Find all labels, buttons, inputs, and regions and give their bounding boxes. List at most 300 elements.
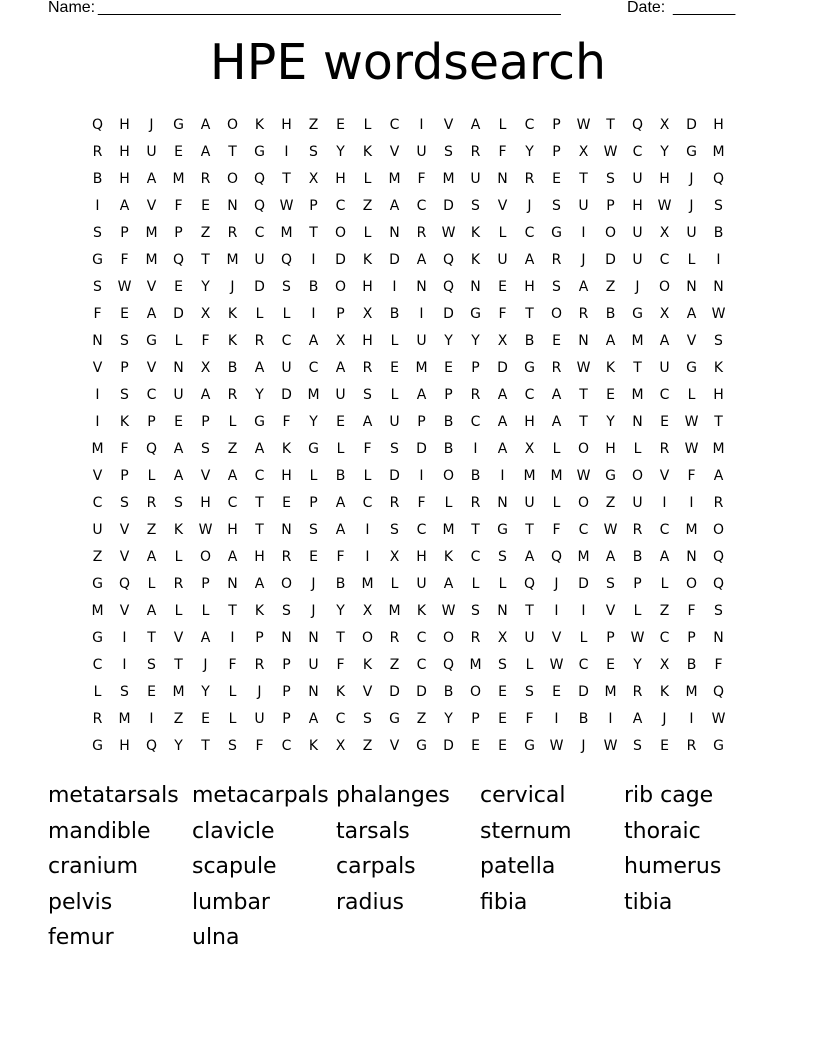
grid-letter: Z [92,549,103,565]
grid-letter: V [92,360,103,376]
grid-letter: D [497,360,508,376]
grid-letter: D [281,387,292,403]
word-list-item: humerus [624,854,722,879]
grid-letter: U [632,225,643,241]
grid-letter: S [606,171,615,187]
grid-letter: F [255,738,264,754]
grid-letter: L [93,684,102,700]
grid-letter: K [227,306,238,322]
grid-letter: A [254,441,265,457]
grid-letter: S [525,684,534,700]
grid-letter: I [95,387,100,403]
grid-letter: Y [336,603,345,619]
grid-letter: O [280,576,293,592]
grid-letter: S [309,144,318,160]
grid-letter: Q [280,252,293,268]
grid-letter: Q [442,657,455,673]
grid-letter: T [255,522,264,538]
grid-letter: C [362,495,373,511]
grid-letter: S [471,198,480,214]
grid-letter: K [254,603,265,619]
grid-letter: X [659,225,670,241]
grid-letter: Q [550,549,563,565]
word-list-item: scapule [192,854,277,879]
grid-row [84,382,732,409]
grid-letter: K [308,738,319,754]
grid-letter: L [309,468,318,484]
grid-letter: W [684,441,699,457]
grid-letter: T [174,657,183,673]
grid-letter: I [284,144,289,160]
grid-letter: E [498,711,507,727]
grid-letter: B [713,225,724,241]
grid-letter: V [389,738,400,754]
grid-letter: G [551,225,562,241]
grid-letter: H [659,171,670,187]
grid-letter: A [686,306,697,322]
grid-letter: U [281,360,292,376]
grid-letter: V [551,630,562,646]
grid-letter: F [417,171,426,187]
grid-letter: U [254,711,265,727]
grid-letter: E [174,279,183,295]
grid-letter: L [633,603,642,619]
grid-letter: I [95,414,100,430]
grid-letter: J [149,117,154,133]
grid-letter: V [146,279,157,295]
grid-letter: G [146,333,157,349]
grid-letter: L [228,711,237,727]
grid-letter: Z [659,603,670,619]
grid-letter: A [146,171,157,187]
grid-letter: S [633,738,642,754]
grid-letter: G [308,441,319,457]
grid-letter: W [441,225,456,241]
grid-letter: E [174,414,183,430]
word-list-item: radius [336,889,405,915]
grid-letter: U [497,252,508,268]
word-list-item: tibia [624,889,673,915]
grid-letter: C [578,657,589,673]
grid-letter: L [390,333,399,349]
grid-letter: N [281,522,292,538]
grid-letter: G [470,306,481,322]
grid-letter: O [658,279,671,295]
grid-letter: H [524,279,535,295]
grid-letter: G [92,576,103,592]
grid-letter: D [443,738,454,754]
grid-letter: S [201,441,210,457]
grid-letter: P [633,576,642,592]
grid-letter: R [281,549,292,565]
worksheet-header [48,0,748,19]
grid-letter: X [659,117,670,133]
grid-letter: U [416,333,427,349]
grid-letter: T [201,252,210,268]
grid-letter: E [552,171,561,187]
grid-letter: W [441,603,456,619]
grid-letter: K [443,549,454,565]
grid-letter: J [311,576,316,592]
grid-letter: S [309,522,318,538]
grid-letter: G [92,630,103,646]
grid-letter: I [365,522,370,538]
grid-letter: O [469,684,482,700]
grid-letter: T [633,360,642,376]
grid-letter: I [230,630,235,646]
grid-letter: S [444,144,453,160]
grid-row [84,571,732,598]
grid-letter: L [498,225,507,241]
grid-letter: V [443,117,454,133]
grid-letter: H [335,171,346,187]
grid-letter: R [632,684,643,700]
grid-letter: R [470,144,481,160]
grid-letter: K [470,252,481,268]
grid-letter: A [389,198,400,214]
grid-letter: C [416,198,427,214]
word-list-item: phalanges [336,783,450,808]
grid-letter: B [308,279,319,295]
grid-letter: H [524,414,535,430]
grid-letter: C [632,144,643,160]
grid-letter: P [120,468,129,484]
grid-letter: F [336,549,345,565]
grid-letter: C [470,549,481,565]
grid-letter: P [201,414,210,430]
grid-letter: B [335,576,346,592]
grid-letter: C [524,387,535,403]
grid-letter: D [389,468,400,484]
grid-letter: W [279,198,294,214]
grid-letter: L [228,684,237,700]
grid-letter: G [632,306,643,322]
grid-letter: A [578,279,589,295]
grid-letter: S [606,576,615,592]
grid-letter: L [174,603,183,619]
grid-letter: E [552,684,561,700]
word-list-item: mandible [48,818,151,844]
grid-letter: R [470,495,481,511]
grid-letter: C [227,495,238,511]
grid-letter: D [686,117,697,133]
grid-letter: M [91,603,104,619]
grid-letter: U [632,495,643,511]
word-list-item: pelvis [48,889,113,915]
grid-letter: G [92,252,103,268]
grid-letter: R [146,495,157,511]
grid-letter: U [659,360,670,376]
grid-letter: K [173,522,184,538]
grid-letter: E [498,684,507,700]
grid-letter: N [281,630,292,646]
grid-letter: T [282,171,291,187]
name-label: Name: [48,0,96,16]
grid-letter: A [362,414,373,430]
grid-letter: H [362,333,373,349]
grid-letter: L [498,117,507,133]
grid-letter: I [500,468,505,484]
grid-letter: Q [712,171,725,187]
grid-row [84,463,732,490]
grid-letter: V [92,468,103,484]
grid-letter: D [389,684,400,700]
grid-letter: A [470,117,481,133]
grid-letter: J [581,738,586,754]
grid-letter: U [524,630,535,646]
grid-letter: O [226,117,239,133]
grid-letter: Q [712,684,725,700]
grid-letter: Y [660,144,669,160]
grid-letter: I [365,549,370,565]
grid-letter: B [605,306,616,322]
grid-letter: C [659,522,670,538]
grid-letter: E [660,738,669,754]
grid-letter: C [389,117,400,133]
grid-letter: M [631,333,644,349]
grid-letter: G [524,738,535,754]
grid-letter: S [228,738,237,754]
word-list-item: tarsals [336,818,410,844]
grid-letter: W [117,279,132,295]
grid-letter: H [119,171,130,187]
grid-letter: V [686,333,697,349]
grid-letter: P [282,657,291,673]
grid-letter: A [497,414,508,430]
grid-letter: M [361,576,374,592]
grid-letter: O [442,468,455,484]
grid-letter: Z [362,738,373,754]
grid-letter: H [416,549,427,565]
grid-letter: A [119,198,130,214]
grid-letter: C [335,711,346,727]
grid-letter: B [227,360,238,376]
grid-letter: V [362,684,373,700]
grid-letter: Q [442,279,455,295]
grid-letter: K [254,117,265,133]
grid-letter: L [282,306,291,322]
grid-letter: H [227,522,238,538]
grid-letter: O [577,495,590,511]
grid-letter: I [554,711,559,727]
grid-letter: E [282,495,291,511]
grid-letter: Z [389,657,400,673]
grid-letter: A [146,306,157,322]
grid-letter: N [308,630,319,646]
grid-letter: K [416,603,427,619]
grid-letter: N [497,603,508,619]
grid-letter: R [92,711,103,727]
grid-letter: D [578,576,589,592]
grid-letter: L [363,468,372,484]
grid-letter: L [525,657,534,673]
grid-letter: G [389,711,400,727]
grid-letter: M [145,225,158,241]
grid-letter: J [581,252,586,268]
grid-letter: E [120,306,129,322]
grid-letter: F [228,657,237,673]
grid-letter: L [498,576,507,592]
grid-letter: C [416,630,427,646]
grid-letter: A [497,387,508,403]
grid-letter: B [335,468,346,484]
grid-letter: A [146,603,157,619]
grid-letter: V [146,198,157,214]
grid-letter: K [281,441,292,457]
grid-row [84,490,732,517]
grid-letter: C [254,468,265,484]
grid-letter: A [227,468,238,484]
grid-letter: P [147,414,156,430]
grid-letter: I [311,252,316,268]
grid-letter: B [443,684,454,700]
grid-letter: I [689,711,694,727]
grid-letter: S [93,279,102,295]
grid-letter: C [92,657,103,673]
grid-row [84,679,732,706]
word-list-item: clavicle [192,818,275,844]
grid-letter: H [281,117,292,133]
grid-letter: I [419,468,424,484]
grid-letter: M [388,171,401,187]
grid-letter: O [361,630,374,646]
grid-letter: R [551,252,562,268]
grid-letter: L [687,387,696,403]
grid-letter: B [578,711,589,727]
grid-letter: A [308,711,319,727]
grid-letter: R [632,522,643,538]
grid-letter: M [226,252,239,268]
grid-letter: F [687,468,696,484]
grid-letter: X [497,333,508,349]
grid-letter: N [686,549,697,565]
grid-letter: F [363,441,372,457]
grid-letter: M [631,387,644,403]
grid-letter: F [687,603,696,619]
grid-letter: X [200,360,211,376]
grid-letter: R [578,306,589,322]
grid-letter: S [552,279,561,295]
grid-row [84,355,732,382]
grid-letter: E [336,414,345,430]
grid-letter: V [389,144,400,160]
grid-letter: F [336,657,345,673]
grid-letter: R [254,657,265,673]
grid-letter: H [362,279,373,295]
grid-letter: L [363,225,372,241]
grid-letter: F [174,198,183,214]
grid-letter: Y [201,684,210,700]
grid-letter: N [308,684,319,700]
grid-letter: H [281,468,292,484]
grid-letter: C [146,387,157,403]
grid-letter: K [362,252,373,268]
grid-letter: D [578,684,589,700]
grid-letter: X [524,441,535,457]
grid-letter: E [309,549,318,565]
grid-letter: I [581,225,586,241]
grid-letter: T [228,603,237,619]
grid-letter: V [119,603,130,619]
grid-letter: A [713,468,724,484]
grid-letter: N [389,225,400,241]
grid-letter: V [200,468,211,484]
grid-letter: L [174,549,183,565]
grid-row [84,301,732,328]
grid-letter: W [576,360,591,376]
grid-letter: S [120,684,129,700]
grid-letter: R [686,738,697,754]
grid-letter: D [389,252,400,268]
grid-letter: N [173,360,184,376]
grid-letter: Z [416,711,427,727]
grid-letter: S [363,387,372,403]
grid-letter: P [201,576,210,592]
grid-letter: J [203,657,208,673]
grid-letter: L [255,306,264,322]
grid-letter: R [173,576,184,592]
grid-letter: Q [253,198,266,214]
grid-letter: Q [631,117,644,133]
grid-letter: E [498,279,507,295]
grid-letter: R [524,171,535,187]
grid-letter: T [525,603,534,619]
grid-letter: W [576,117,591,133]
grid-letter: C [416,657,427,673]
grid-letter: L [552,495,561,511]
grid-letter: H [713,117,724,133]
grid-letter: Q [118,576,131,592]
grid-row [84,625,732,652]
grid-letter: F [93,306,102,322]
grid-letter: R [470,387,481,403]
grid-letter: U [308,657,319,673]
grid-letter: P [120,225,129,241]
grid-letter: D [416,684,427,700]
grid-letter: X [362,603,373,619]
grid-letter: M [685,684,698,700]
grid-row [84,193,732,220]
grid-letter: C [578,522,589,538]
grid-row [84,706,732,733]
grid-letter: A [173,468,184,484]
grid-letter: U [146,144,157,160]
grid-letter: N [686,279,697,295]
grid-letter: Z [308,117,319,133]
grid-letter: O [550,306,563,322]
grid-letter: R [92,144,103,160]
grid-letter: O [226,171,239,187]
grid-letter: E [552,333,561,349]
grid-letter: G [524,360,535,376]
grid-letter: F [201,333,210,349]
grid-letter: K [659,684,670,700]
grid-letter: A [308,333,319,349]
grid-letter: L [228,414,237,430]
grid-letter: T [201,738,210,754]
grid-letter: S [498,657,507,673]
grid-letter: J [230,279,235,295]
grid-letter: I [554,603,559,619]
grid-letter: O [199,549,212,565]
word-list-item: fibia [480,889,528,915]
grid-letter: M [145,252,158,268]
grid-letter: O [442,630,455,646]
grid-letter: S [93,225,102,241]
grid-letter: A [551,387,562,403]
grid-letter: X [362,306,373,322]
grid-letter: G [686,360,697,376]
